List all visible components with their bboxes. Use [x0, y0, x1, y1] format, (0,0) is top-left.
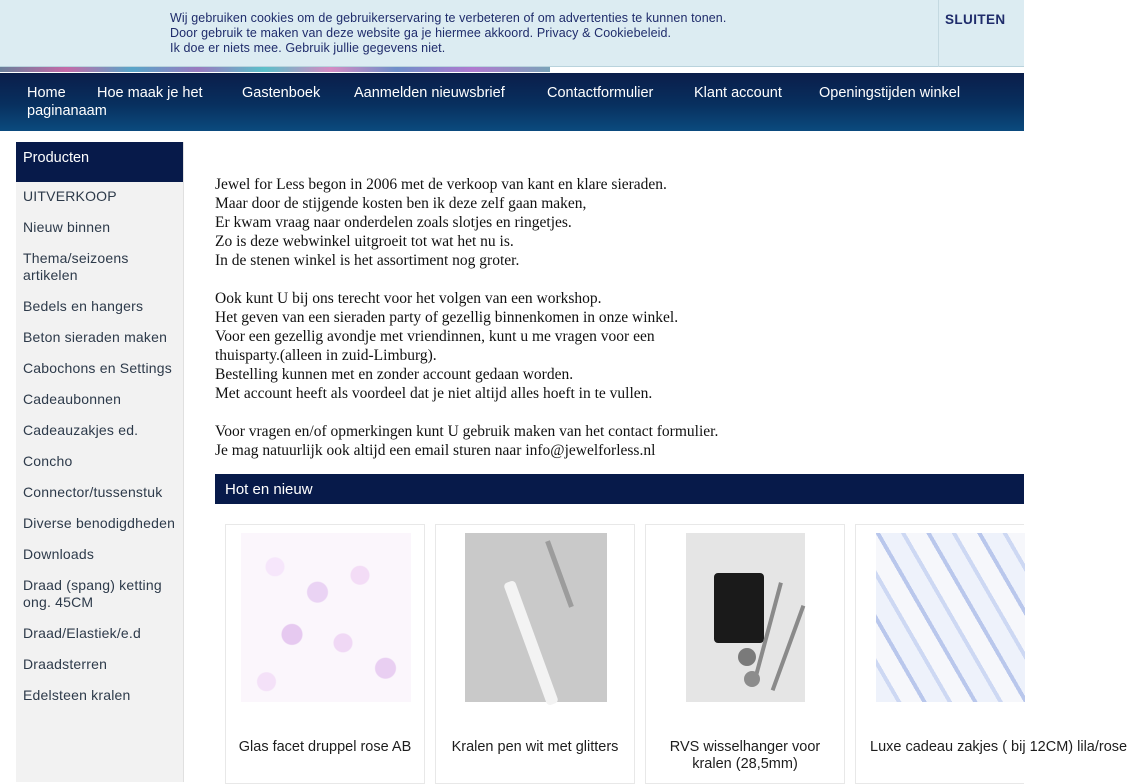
- intro-line: Jewel for Less begon in 2006 met de verkoop van kant en klare sieraden.: [215, 176, 667, 193]
- intro-line: Bestelling kunnen met en zonder account gedaan worden.: [215, 366, 574, 383]
- intro-paragraph: [215, 175, 775, 270]
- intro-text: [215, 175, 775, 479]
- sidebar-item-nieuw-binnen[interactable]: Nieuw binnen: [23, 219, 111, 235]
- nav-home[interactable]: Home: [27, 85, 66, 101]
- white-pen-image[interactable]: [465, 533, 607, 702]
- intro-line: Ook kunt U bij ons terecht voor het volgen van een workshop.: [215, 290, 602, 307]
- steel-hanger-image[interactable]: [686, 533, 805, 702]
- sidebar-item-cadeauzakjes[interactable]: Cadeauzakjes ed.: [23, 422, 139, 438]
- nav-aanmelden-nieuwsbrief[interactable]: Aanmelden nieuwsbrief: [354, 85, 505, 101]
- sidebar-item-bedels[interactable]: Bedels en hangers: [23, 298, 144, 314]
- pink-beads-image[interactable]: [241, 533, 411, 702]
- intro-line: Zo is deze webwinkel uitgroeit tot wat het nu is.: [215, 233, 514, 250]
- intro-line: Met account heeft als voordeel dat je niet altijd alles hoeft in te vullen.: [215, 385, 653, 402]
- pen-rod-shape: [545, 540, 574, 607]
- cookie-line[interactable]: Door gebruik te maken van deze website ga je hiermee akkoord. Privacy & Cookiebeleid.: [170, 26, 672, 40]
- nav-openingstijden-winkel[interactable]: Openingstijden winkel: [819, 85, 961, 101]
- sidebar-item-cadeaubonnen[interactable]: Cadeaubonnen: [23, 391, 122, 407]
- intro-line: Maar door de stijgende kosten ben ik deze zelf gaan maken,: [215, 195, 587, 212]
- hanger-pin-shape: [771, 605, 806, 691]
- hanger-ball-shape: [744, 671, 760, 687]
- cookie-line: Ik doe er niets mee. Gebruik jullie gegevens niet.: [170, 41, 446, 55]
- product-name[interactable]: Kralen pen wit met glitters: [451, 739, 619, 755]
- pen-body-shape: [503, 580, 559, 706]
- nav-hoe-maak-je-het[interactable]: Hoe maak je het: [97, 85, 203, 101]
- sidebar-item-draad-spang[interactable]: Draad (spang) ketting ong. 45CM: [23, 577, 162, 610]
- sidebar-heading: Producten: [16, 142, 183, 182]
- intro-paragraph: [215, 422, 775, 460]
- sidebar-item-draadsterren[interactable]: Draadsterren: [23, 656, 108, 672]
- sidebar-item-concho[interactable]: Concho: [23, 453, 73, 469]
- intro-line: Er kwam vraag naar onderdelen zoals slotjes en ringetjes.: [215, 214, 572, 231]
- main-nav: [0, 73, 1024, 131]
- intro-line: Het geven van een sieraden party of gezellig binnenkomen in onze winkel.: [215, 309, 679, 326]
- intro-line: In de stenen winkel is het assortiment nog groter.: [215, 252, 520, 269]
- sidebar-item-beton-sieraden[interactable]: Beton sieraden maken: [23, 329, 168, 345]
- cookie-message: [170, 11, 930, 56]
- product-sidebar: [16, 142, 184, 782]
- intro-line: Voor vragen en/of opmerkingen kunt U gebruik maken van het contact formulier.: [215, 423, 719, 440]
- product-name[interactable]: Luxe cadeau zakjes ( bij 12CM) lila/rose: [870, 739, 1127, 755]
- cookie-line: Wij gebruiken cookies om de gebruikerservaring te verbeteren of om advertenties te kunnen tonen.: [170, 11, 727, 25]
- nav-paginanaam[interactable]: paginanaam: [27, 103, 107, 119]
- gift-bags-image[interactable]: [876, 533, 1025, 702]
- sidebar-item-cabochons[interactable]: Cabochons en Settings: [23, 360, 172, 376]
- sidebar-item-thema-seizoens[interactable]: Thema/seizoens artikelen: [23, 250, 129, 283]
- product-name[interactable]: RVS wisselhanger voor kralen (28,5mm): [669, 739, 821, 772]
- sidebar-item-downloads[interactable]: Downloads: [23, 546, 95, 562]
- nav-klant-account[interactable]: Klant account: [694, 85, 782, 101]
- product-card[interactable]: [645, 524, 845, 784]
- bead-block-shape: [714, 573, 764, 643]
- intro-line: Voor een gezellig avondje met vriendinnen, kunt u me vragen voor een: [215, 328, 655, 345]
- product-card[interactable]: [855, 524, 1127, 784]
- cookie-close-button[interactable]: SLUITEN: [938, 0, 1024, 67]
- intro-paragraph: [215, 289, 775, 403]
- category-list: [16, 182, 183, 704]
- cookie-notice: [0, 0, 1024, 67]
- nav-gastenboek[interactable]: Gastenboek: [242, 85, 321, 101]
- sidebar-item-connector[interactable]: Connector/tussenstuk: [23, 484, 163, 500]
- product-card[interactable]: [225, 524, 425, 784]
- intro-line: Je mag natuurlijk ook altijd een email sturen naar info@jewelforless.nl: [215, 442, 656, 459]
- product-card[interactable]: [435, 524, 635, 784]
- sidebar-item-edelsteen[interactable]: Edelsteen kralen: [23, 687, 131, 703]
- hot-en-nieuw-heading: Hot en nieuw: [215, 474, 1024, 504]
- product-name[interactable]: Glas facet druppel rose AB: [238, 739, 412, 755]
- nav-contactformulier[interactable]: Contactformulier: [547, 85, 654, 101]
- sidebar-item-uitverkoop[interactable]: UITVERKOOP: [23, 188, 117, 204]
- hanger-ball-shape: [738, 648, 756, 666]
- sidebar-item-draad-elastiek[interactable]: Draad/Elastiek/e.d: [23, 625, 141, 641]
- intro-line: thuisparty.(alleen in zuid-Limburg).: [215, 347, 437, 364]
- sidebar-item-diverse[interactable]: Diverse benodigdheden: [23, 515, 176, 531]
